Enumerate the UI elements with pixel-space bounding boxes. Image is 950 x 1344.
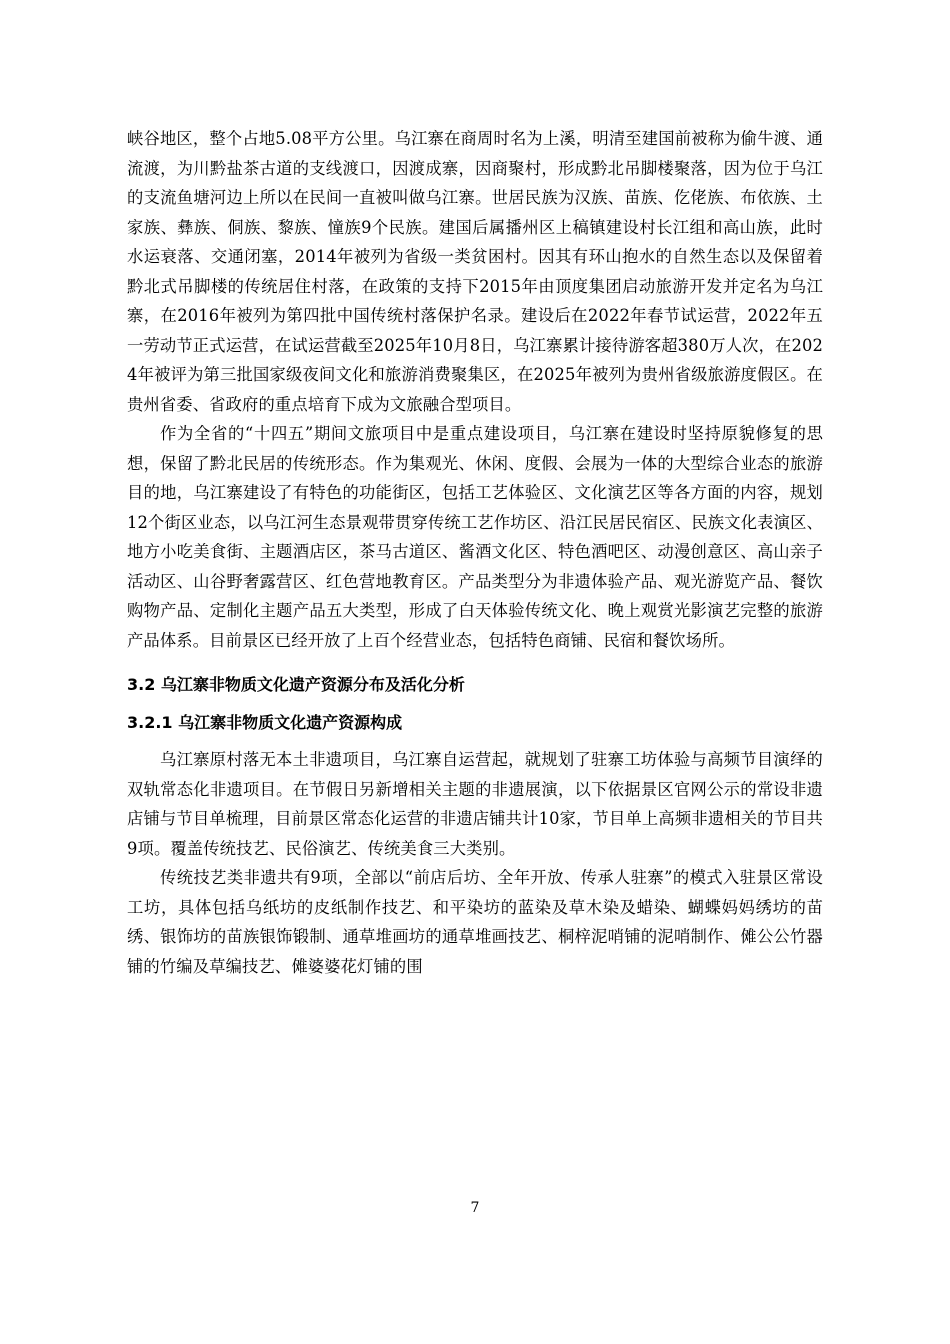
- document-page: [127, 124, 823, 981]
- body-paragraph: 传统技艺类非遗共有9项，全部以“前店后坊、全年开放、传承人驻寨”的模式入驻景区常设工坊，具体包括乌纸坊的皮纸制作技艺、和平染坊的蓝染及草木染及蜡染、蝴蝶妈妈绣坊的苗绣、银饰坊的苗族银饰锻制、通草堆画坊的通草堆画技艺、桐梓泥哨铺的泥哨制作、傩公公竹器铺的竹编及草编技艺、傩婆婆花灯铺的围: [127, 868, 823, 976]
- section-heading: 3.2 乌江寨非物质文化遗产资源分布及活化分析: [127, 675, 465, 694]
- subsection-heading: 3.2.1 乌江寨非物质文化遗产资源构成: [127, 713, 403, 732]
- page-number: 7: [470, 1200, 480, 1216]
- body-paragraph: 峡谷地区，整个占地5.08平方公里。乌江寨在商周时名为上溪，明清至建国前被称为偷牛渡、通流渡，为川黔盐茶古道的支线渡口，因渡成寨，因商聚村，形成黔北吊脚楼聚落，因为位于乌江的支流鱼塘河边上所以在民间一直被叫做乌江寨。世居民族为汉族、苗族、仡佬族、布依族、土家族、彝族、侗族、黎族、憧族9个民族。建国后属播州区上稿镇建设村长江组和高山族，此时水运衰落、交通闭塞，2014年被列为省级一类贫困村。因其有环山抱水的自然生态以及保留着黔北式吊脚楼的传统居住村落，在政策的支持下2015年由顶度集团启动旅游开发并定名为乌江寨，在2016年被列为第四批中国传统村落保护名录。建设后在2022年春节试运营，2022年五一劳动节正式运营，在试运营截至2025年10月8日，乌江寨累计接待游客超380万人次，在2024年被评为第三批国家级夜间文化和旅游消费聚集区，在2025年被列为贵州省级旅游度假区。在贵州省委、省政府的重点培育下成为文旅融合型项目。: [127, 129, 823, 414]
- body-paragraph: 乌江寨原村落无本土非遗项目，乌江寨自运营起，就规划了驻寨工坊体验与高频节目演绎的双轨常态化非遗项目。在节假日另新增相关主题的非遗展演，以下依据景区官网公示的常设非遗店铺与节目单梳理，目前景区常态化运营的非遗店铺共计10家，节目单上高频非遗相关的节目共9项。覆盖传统技艺、民俗演艺、传统美食三大类别。: [127, 750, 823, 858]
- body-paragraph: 作为全省的“十四五”期间文旅项目中是重点建设项目，乌江寨在建设时坚持原貌修复的思想，保留了黔北民居的传统形态。作为集观光、休闲、度假、会展为一体的大型综合业态的旅游目的地，乌江寨建设了有特色的功能街区，包括工艺体验区、文化演艺区等各方面的内容，规划12个街区业态，以乌江河生态景观带贯穿传统工艺作坊区、沿江民居民宿区、民族文化表演区、地方小吃美食街、主题酒店区，茶马古道区、酱酒文化区、特色酒吧区、动漫创意区、高山亲子活动区、山谷野奢露营区、红色营地教育区。产品类型分为非遗体验产品、观光游览产品、餐饮购物产品、定制化主题产品五大类型，形成了白天体验传统文化、晚上观赏光影演艺完整的旅游产品体系。目前景区已经开放了上百个经营业态，包括特色商铺、民宿和餐饮场所。: [127, 424, 823, 650]
